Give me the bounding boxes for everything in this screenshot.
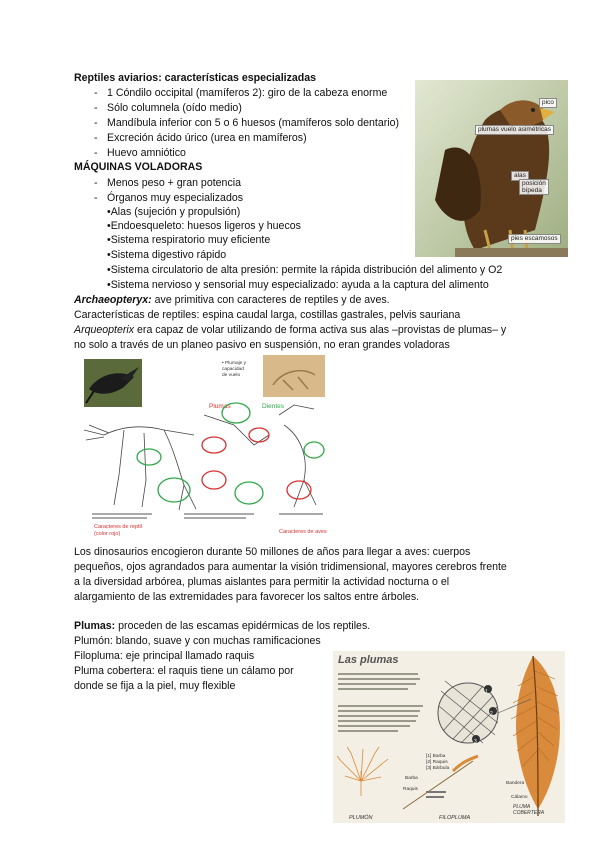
label-pluma-cobertera [513, 804, 544, 816]
label-bipedo: bípeda [522, 187, 542, 194]
legend-item: [3] Bárbula [426, 766, 450, 771]
list-item: Excreción ácido úrico (urea en mamíferos) [107, 132, 307, 144]
figure-caption [222, 361, 246, 379]
caption-line: (color rojo) [94, 530, 121, 537]
bird-traits-caption: Caracteres de aves [279, 529, 327, 535]
eagle-photo [415, 80, 568, 257]
label-pico: pico [539, 98, 557, 108]
list-item: Órganos muy especializados [107, 192, 244, 204]
label-posicion-bipeda [519, 179, 549, 195]
plumon-description: Plumón: blando, suave y con muchas ramificaciones [74, 635, 321, 647]
fossil-photo [263, 355, 325, 397]
archaeopteryx-paragraph-2: no solo a través de un planeo pasivo en suspensión, no eran grandes voladoras [74, 339, 450, 351]
skeleton-diagram [84, 395, 328, 523]
bullet-dash: - [94, 117, 98, 129]
legend-item: [1] Barba [426, 754, 446, 759]
paragraph-text: era capaz de volar utilizando de forma activa sus alas –provistas de plumas– y [134, 324, 507, 336]
cobertera-description-2: donde se fija a la piel, muy flexible [74, 680, 236, 692]
label-posicion: posición [522, 180, 546, 187]
label-raquis: Raquis [403, 787, 418, 792]
heading-reptiles: Reptiles aviarios: características especializadas [74, 72, 317, 84]
plumas-illustration [333, 651, 565, 823]
paragraph-line: alargamiento de las extremidades para favorecer los saltos entre árboles. [74, 591, 420, 603]
bullet-dash: - [94, 147, 98, 159]
label-line: COBERTERA [513, 810, 545, 816]
sub-item: •Sistema digestivo rápido [107, 249, 227, 261]
list-item: Sólo columnela (oído medio) [107, 102, 242, 114]
caption-line: • Plumaje y [222, 361, 247, 366]
label-filopluma: FILOPLUMA [439, 815, 471, 821]
cobertera-description-1: Pluma cobertera: el raquis tiene un cálamo por [74, 665, 294, 677]
bullet-dash: - [94, 177, 98, 189]
paragraph-line: Los dinosaurios encogieron durante 50 millones de años para llegar a aves: cuerpos [74, 546, 471, 558]
bullet-dash: - [94, 132, 98, 144]
sub-item: •Sistema circulatorio de alta presión: permite la rápida distribución del alimento y O2 [107, 264, 503, 276]
list-item: 1 Cóndilo occipital (mamíferos 2): giro de la cabeza enorme [107, 87, 388, 99]
archaeopteryx-title: Archaeopteryx: [74, 294, 152, 306]
label-calamo: Cálamo [511, 795, 528, 800]
filopluma-description: Filopluma: eje principal llamado raquis [74, 650, 255, 662]
bullet-dash: - [94, 87, 98, 99]
label-alas: alas [511, 171, 529, 181]
plumas-title-line [74, 619, 370, 633]
paragraph-line: a la diversidad arbórea, plumas aislantes para permitir la actividad nocturna o el [74, 576, 450, 588]
sub-item: •Alas (sujeción y propulsión) [107, 206, 241, 218]
caption-line: capacidad [222, 367, 244, 372]
sub-item: •Endoesqueleto: huesos ligeros y huecos [107, 220, 301, 232]
paragraph-line: pequeños, ojos agrandados para aumentar la visión tridimensional, mayores cerebros frente [74, 561, 507, 573]
plumas-diagram [333, 651, 565, 823]
marker-number: 2 [490, 711, 493, 717]
marker-number: 3 [474, 739, 477, 745]
plumas-legend [426, 754, 449, 772]
label-barba: Barba [405, 776, 418, 781]
bullet-dash: - [94, 192, 98, 204]
label-bandera: Bandera [506, 781, 525, 786]
label-plumas-vuelo: plumas vuelo asimétricas [475, 125, 554, 135]
list-item: Mandíbula inferior con 5 o 6 huesos (mamíferos solo dentario) [107, 117, 400, 129]
plumas-title-rest: proceden de las escamas epidérmicas de los reptiles. [115, 620, 371, 632]
archaeopteryx-figure [84, 355, 328, 540]
plumas-label: Plumas [209, 403, 231, 410]
plumas-diagram-title: Las plumas [338, 654, 399, 666]
archaeopteryx-title-line [74, 293, 390, 307]
caption-line: de vuelo [222, 373, 241, 378]
caption-line: Caracteres de reptil [94, 524, 142, 530]
heading-maquinas: MÁQUINAS VOLADORAS [74, 161, 203, 173]
reptile-traits-caption [94, 524, 142, 537]
plumas-title: Plumas: [74, 620, 116, 632]
arqueopterix-italic: Arqueopterix [74, 324, 135, 336]
label-line: PLUMA [513, 804, 531, 810]
sub-item: •Sistema respiratorio muy eficiente [107, 234, 271, 246]
list-item: Menos peso + gran potencia [107, 177, 241, 189]
bullet-dash: - [94, 102, 98, 114]
marker-number: 1 [485, 689, 488, 695]
archaeopteryx-paragraph-1 [74, 323, 506, 337]
list-item: Huevo amniótico [107, 147, 186, 159]
dientes-label: Dientes [262, 403, 285, 410]
legend-item: [2] Raquis [426, 760, 448, 765]
archaeopteryx-reptile-traits: Características de reptiles: espina caudal larga, costillas gastrales, pelvis sauriana [74, 309, 461, 321]
label-pies-escamosos: pies escamosos [508, 234, 561, 244]
label-plumon: PLUMÓN [349, 815, 373, 821]
sub-item: •Sistema nervioso y sensorial muy especializado: ayuda a la captura del alimento [107, 279, 489, 291]
archaeopteryx-title-rest: ave primitiva con caracteres de reptiles y de aves. [151, 294, 390, 306]
